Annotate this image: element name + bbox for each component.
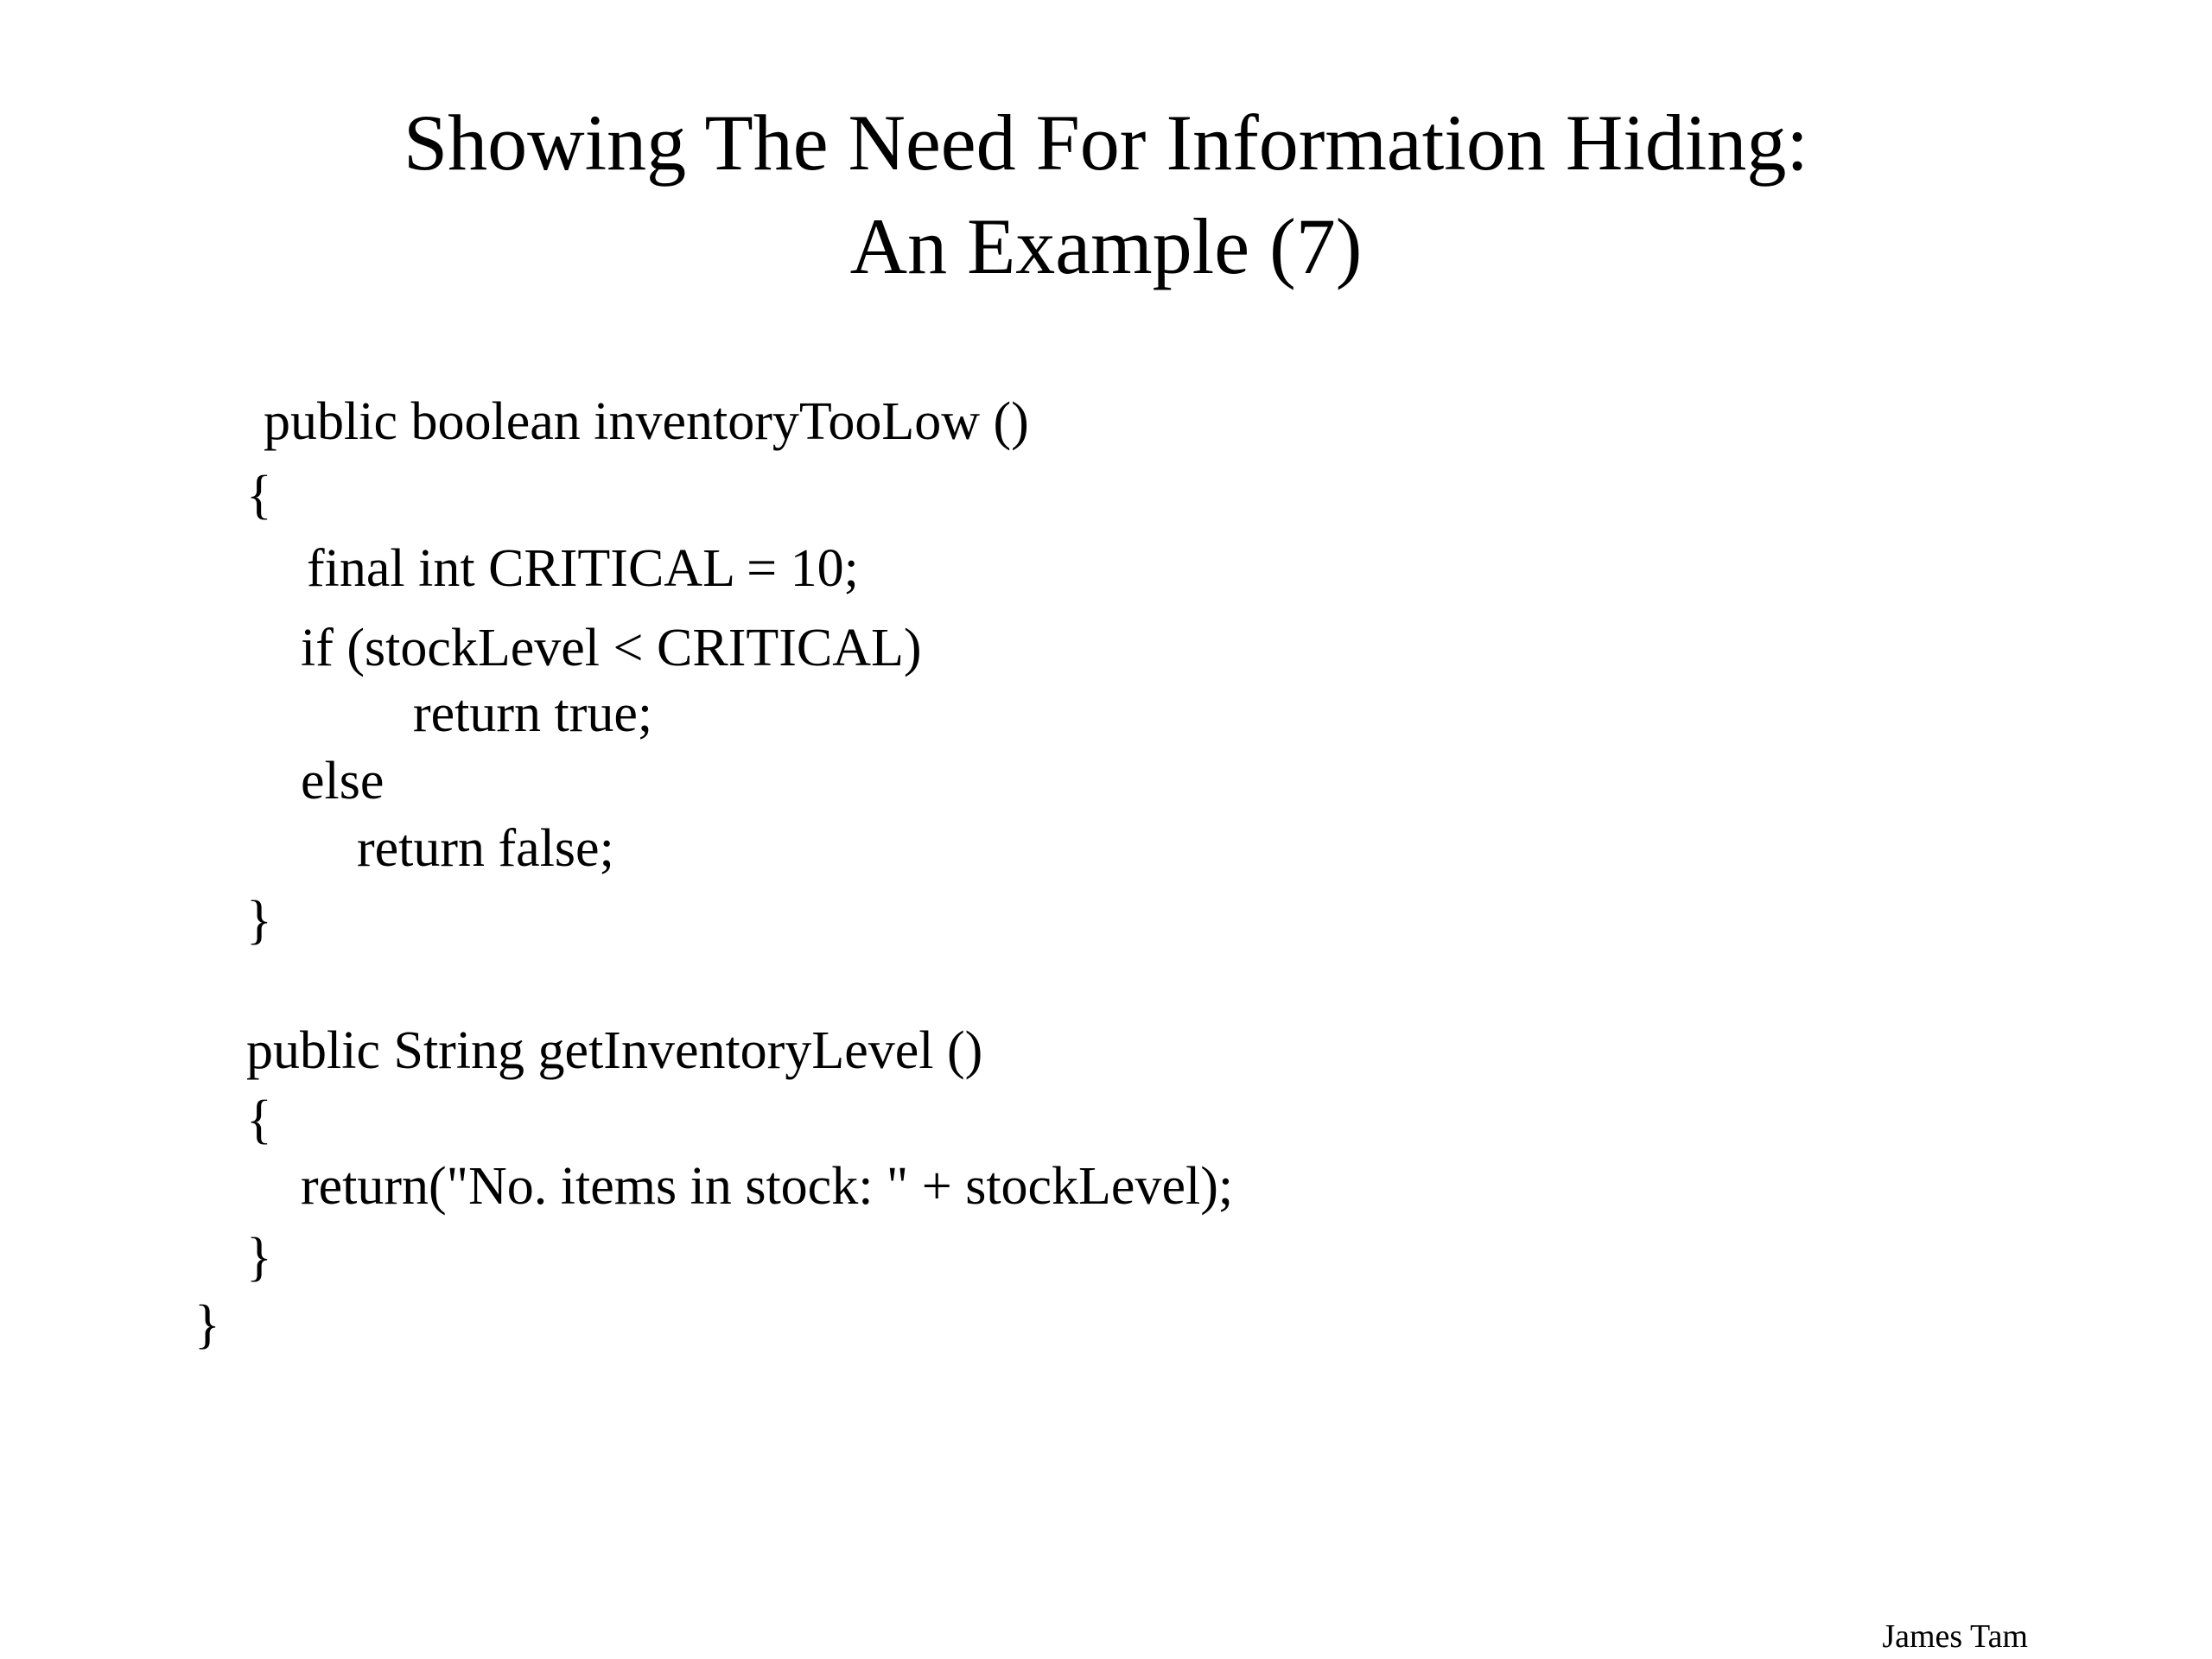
code-line-close-brace-1: } <box>246 891 272 950</box>
code-line-if: if (stockLevel < CRITICAL) <box>301 619 922 677</box>
code-line-method-signature-2: public String getInventoryLevel () <box>246 1021 983 1080</box>
code-line-method-signature-1: public boolean inventoryTooLow () <box>264 392 1029 451</box>
code-line-constant: final int CRITICAL = 10; <box>307 539 859 598</box>
footer-author: James Tam <box>1882 1618 2028 1655</box>
code-line-return-string: return("No. items in stock: " + stockLevel); <box>301 1157 1234 1216</box>
code-line-class-close-brace: } <box>194 1295 220 1354</box>
slide-title-line-2: An Example (7) <box>849 202 1363 290</box>
slide-title-line-1: Showing The Need For Information Hiding: <box>404 99 1808 187</box>
code-line-open-brace-2: { <box>246 1090 272 1149</box>
code-line-else: else <box>301 752 385 810</box>
code-line-open-brace-1: { <box>246 466 272 524</box>
code-line-close-brace-2: } <box>246 1228 272 1287</box>
code-line-return-false: return false; <box>357 819 614 878</box>
code-line-return-true: return true; <box>413 684 653 743</box>
